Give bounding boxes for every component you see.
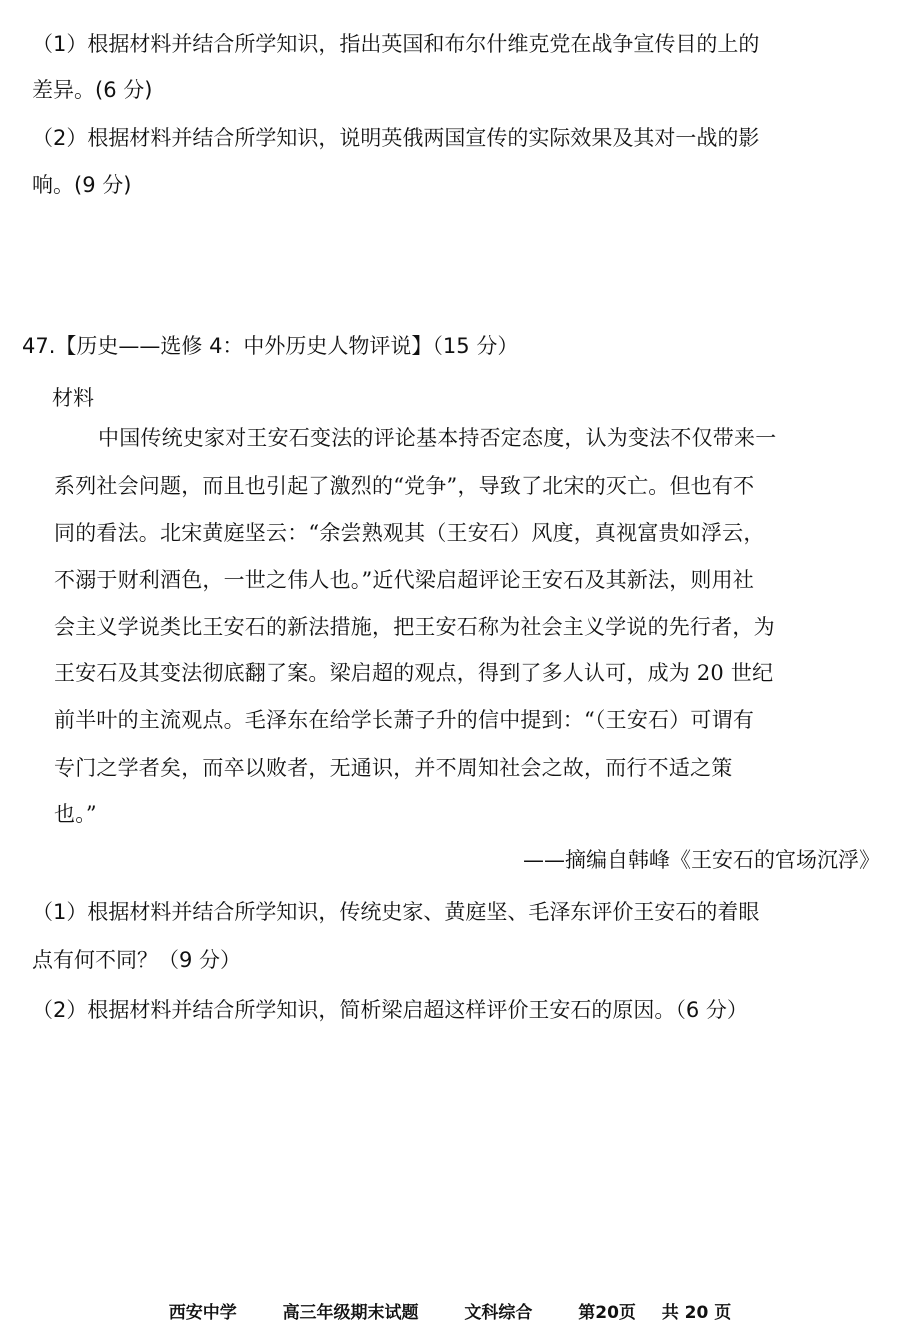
sub-question-1-line-2: 点有何不同？（9 分）	[32, 948, 242, 972]
material-line: 不溺于财利酒色，一世之伟人也。”近代梁启超评论王安石及其新法，则用社	[54, 568, 755, 592]
footer-total-pages: 共 20 页	[661, 1303, 732, 1323]
material-line: 同的看法。北宋黄庭坚云：“余尝熟观其（王安石）风度，真视富贵如浮云，	[54, 521, 765, 545]
material-line: 专门之学者矣，而卒以败者，无通识，并不周知社会之故，而行不适之策	[54, 756, 733, 780]
question-47-heading: 47.【历史——选修 4：中外历史人物评说】（15 分）	[22, 334, 519, 358]
footer-school: 西安中学	[168, 1303, 237, 1323]
footer-page-number: 第20页	[578, 1303, 636, 1323]
prev-question-2-line-2: 响。(9 分)	[32, 173, 132, 197]
material-line: 系列社会问题，而且也引起了激烈的“党争”，导致了北宋的灭亡。但也有不	[54, 474, 755, 498]
prev-question-1-line-1: （1）根据材料并结合所学知识，指出英国和布尔什维克党在战争宣传目的上的	[32, 32, 760, 56]
material-line: 前半叶的主流观点。毛泽东在给学长萧子升的信中提到：“（王安石）可谓有	[54, 708, 755, 732]
material-line: 王安石及其变法彻底翻了案。梁启超的观点，得到了多人认可，成为 20 世纪	[54, 661, 774, 685]
sub-question-2-line-1: （2）根据材料并结合所学知识，简析梁启超这样评价王安石的原因。（6 分）	[32, 998, 748, 1022]
prev-question-1-line-2: 差异。(6 分)	[32, 78, 153, 102]
footer-exam: 高三年级期末试题	[282, 1303, 419, 1323]
prev-question-2-line-1: （2）根据材料并结合所学知识，说明英俄两国宣传的实际效果及其对一战的影	[32, 126, 760, 150]
page-footer	[0, 1298, 900, 1323]
material-line: 中国传统史家对王安石变法的评论基本持否定态度，认为变法不仅带来一	[98, 426, 777, 450]
material-source: ——摘编自韩峰《王安石的官场沉浮》	[523, 848, 880, 872]
sub-question-1-line-1: （1）根据材料并结合所学知识，传统史家、黄庭坚、毛泽东评价王安石的着眼	[32, 900, 760, 924]
footer-subject: 文科综合	[464, 1303, 533, 1323]
material-line: 也。”	[54, 802, 97, 826]
material-line: 会主义学说类比王安石的新法措施，把王安石称为社会主义学说的先行者，为	[54, 615, 775, 639]
material-label: 材料	[52, 386, 94, 410]
